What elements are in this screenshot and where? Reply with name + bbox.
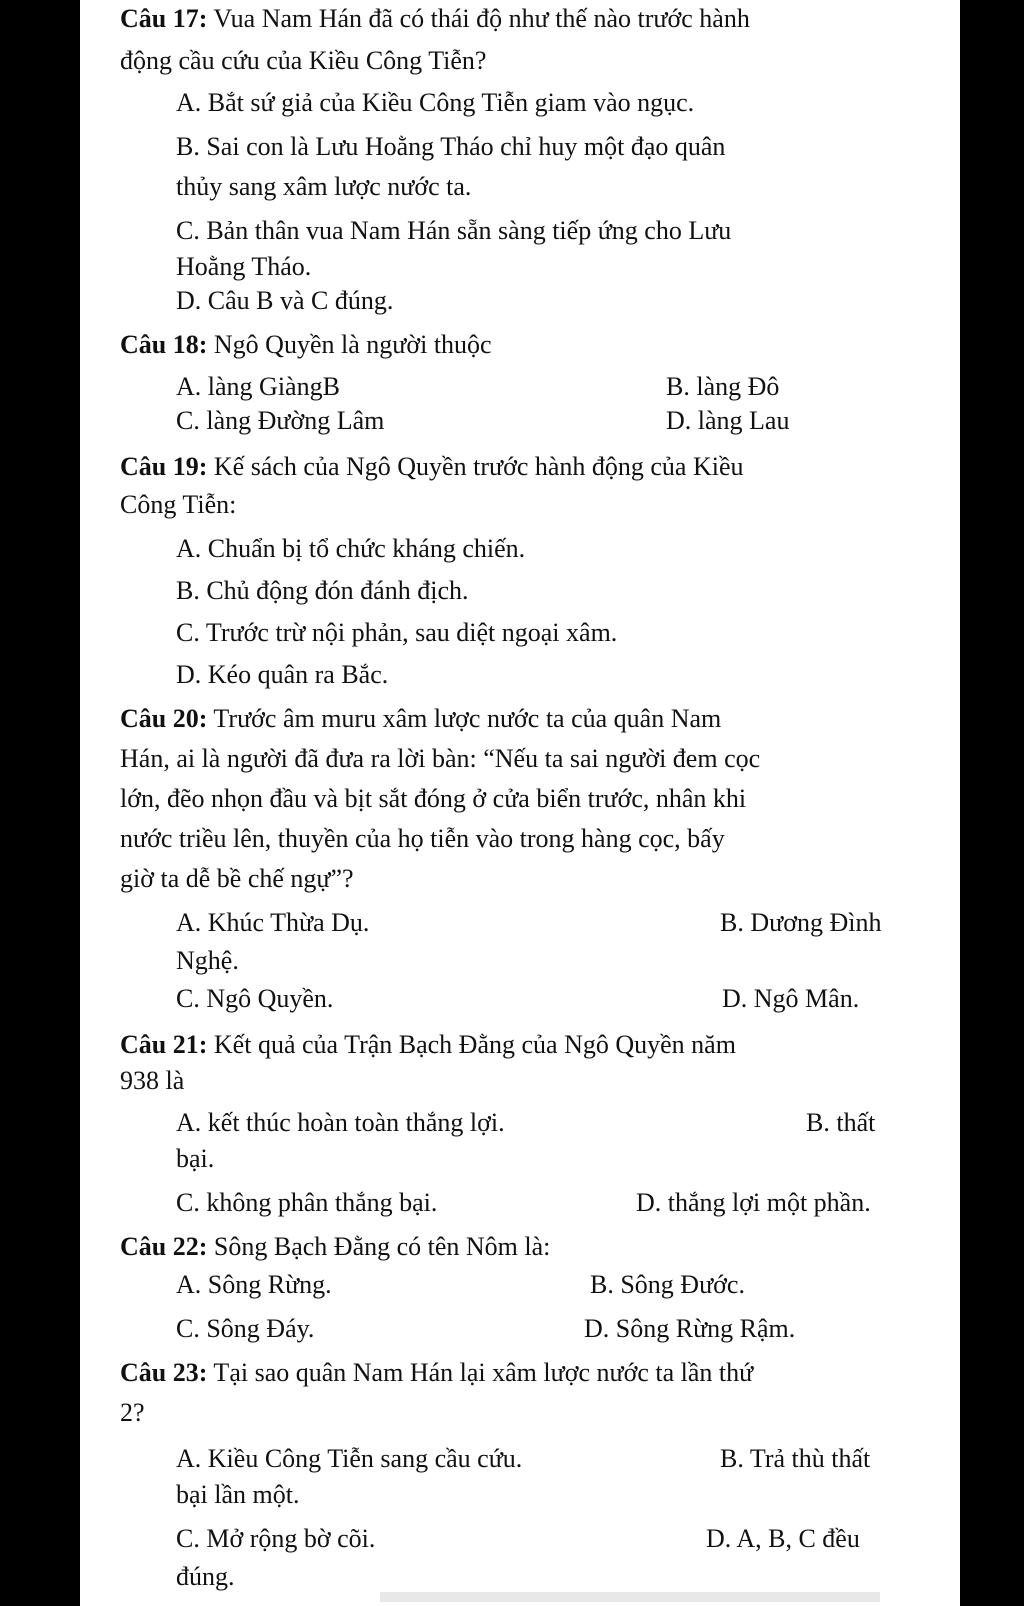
question-20-option-a: A. Khúc Thừa Dụ. — [176, 908, 370, 937]
question-17-option-b-line-1: B. Sai con là Lưu Hoằng Tháo chỉ huy một đạo quân — [176, 132, 726, 161]
question-20-line-2: Hán, ai là người đã đưa ra lời bàn: “Nếu ta sai người đem cọc — [120, 744, 761, 773]
question-19-text: Kế sách của Ngô Quyền trước hành động của Kiều — [207, 452, 744, 481]
question-22-option-c: C. Sông Đáy. — [176, 1314, 315, 1343]
question-23-option-c: C. Mở rộng bờ cõi. — [176, 1524, 376, 1553]
question-18-text: Ngô Quyền là người thuộc — [207, 330, 492, 359]
question-18-option-c: C. làng Đường Lâm — [176, 406, 385, 435]
question-17-option-d: D. Câu B và C đúng. — [176, 286, 394, 315]
question-18-option-b: B. làng Đô — [666, 372, 780, 401]
question-20-option-c: C. Ngô Quyền. — [176, 984, 334, 1013]
question-21-option-c: C. không phân thắng bại. — [176, 1188, 438, 1217]
question-23-option-d-line-2: đúng. — [176, 1562, 235, 1591]
question-23-option-d-line-1: D. A, B, C đều — [706, 1524, 860, 1553]
question-19-option-c: C. Trước trừ nội phản, sau diệt ngoại xâm. — [176, 618, 618, 647]
question-19-option-d: D. Kéo quân ra Bắc. — [176, 660, 389, 689]
question-23-option-a: A. Kiều Công Tiễn sang cầu cứu. — [176, 1444, 523, 1473]
question-17-option-c-line-1: C. Bản thân vua Nam Hán sẵn sàng tiếp ứng cho Lưu — [176, 216, 732, 245]
question-23-option-b-line-2: bại lần một. — [176, 1480, 300, 1509]
question-23-option-b-line-1: B. Trả thù thất — [720, 1444, 871, 1473]
question-23-label: Câu 23: — [120, 1358, 208, 1387]
question-18-option-a: A. làng GiàngB — [176, 372, 340, 401]
question-23-line-2: 2? — [120, 1398, 145, 1427]
question-20-line-5: giờ ta dễ bề chế ngự”? — [120, 864, 354, 893]
question-23-line-1 — [120, 1358, 753, 1388]
question-17-option-c-line-2: Hoằng Tháo. — [176, 252, 312, 281]
question-23-text: Tại sao quân Nam Hán lại xâm lược nước ta lần thứ — [207, 1358, 754, 1387]
question-20-line-3: lớn, đẽo nhọn đầu và bịt sắt đóng ở cửa biển trước, nhân khi — [120, 784, 747, 813]
question-21-text: Kết quả của Trận Bạch Đằng của Ngô Quyền năm — [207, 1030, 736, 1059]
question-19-line-2: Công Tiễn: — [120, 490, 237, 519]
question-22-line-1 — [120, 1232, 550, 1262]
question-20-line-4: nước triều lên, thuyền của họ tiễn vào trong hàng cọc, bấy — [120, 824, 725, 853]
question-20-text: Trước âm muru xâm lược nước ta của quân Nam — [207, 704, 722, 733]
question-21-option-a: A. kết thúc hoàn toàn thắng lợi. — [176, 1108, 505, 1137]
question-22-label: Câu 22: — [120, 1232, 208, 1261]
question-17-label: Câu 17: — [120, 4, 208, 33]
question-22-option-d: D. Sông Rừng Rậm. — [584, 1314, 796, 1343]
question-17-option-a: A. Bắt sứ giả của Kiều Công Tiễn giam vào ngục. — [176, 88, 695, 117]
question-19-label: Câu 19: — [120, 452, 208, 481]
question-20-line-1 — [120, 704, 721, 734]
question-18-label: Câu 18: — [120, 330, 208, 359]
question-17-option-b-line-2: thủy sang xâm lược nước ta. — [176, 172, 472, 201]
question-18-option-d: D. làng Lau — [666, 406, 790, 435]
question-22-text: Sông Bạch Đằng có tên Nôm là: — [207, 1232, 551, 1261]
next-page-edge — [380, 1592, 880, 1602]
question-21-option-d: D. thắng lợi một phần. — [636, 1188, 871, 1217]
question-20-label: Câu 20: — [120, 704, 208, 733]
question-20-option-b-line-2: Nghệ. — [176, 946, 239, 975]
question-21-option-b-line-2: bại. — [176, 1144, 215, 1173]
question-21-label: Câu 21: — [120, 1030, 208, 1059]
question-19-option-b: B. Chủ động đón đánh địch. — [176, 576, 469, 605]
question-22-option-a: A. Sông Rừng. — [176, 1270, 332, 1299]
question-22-option-b: B. Sông Đước. — [590, 1270, 745, 1299]
question-21-line-1 — [120, 1030, 736, 1060]
question-17-line-1 — [120, 4, 750, 34]
question-21-line-2: 938 là — [120, 1066, 185, 1095]
question-20-option-d: D. Ngô Mân. — [722, 984, 860, 1013]
question-17-line-2: động cầu cứu của Kiều Công Tiễn? — [120, 46, 487, 75]
question-20-option-b-line-1: B. Dương Đình — [720, 908, 882, 937]
question-19-option-a: A. Chuẩn bị tổ chức kháng chiến. — [176, 534, 526, 563]
question-19-line-1 — [120, 452, 744, 482]
question-21-option-b-line-1: B. thất — [806, 1108, 876, 1137]
question-17-text: Vua Nam Hán đã có thái độ như thế nào trước hành — [207, 4, 750, 33]
question-18-line-1 — [120, 330, 492, 360]
